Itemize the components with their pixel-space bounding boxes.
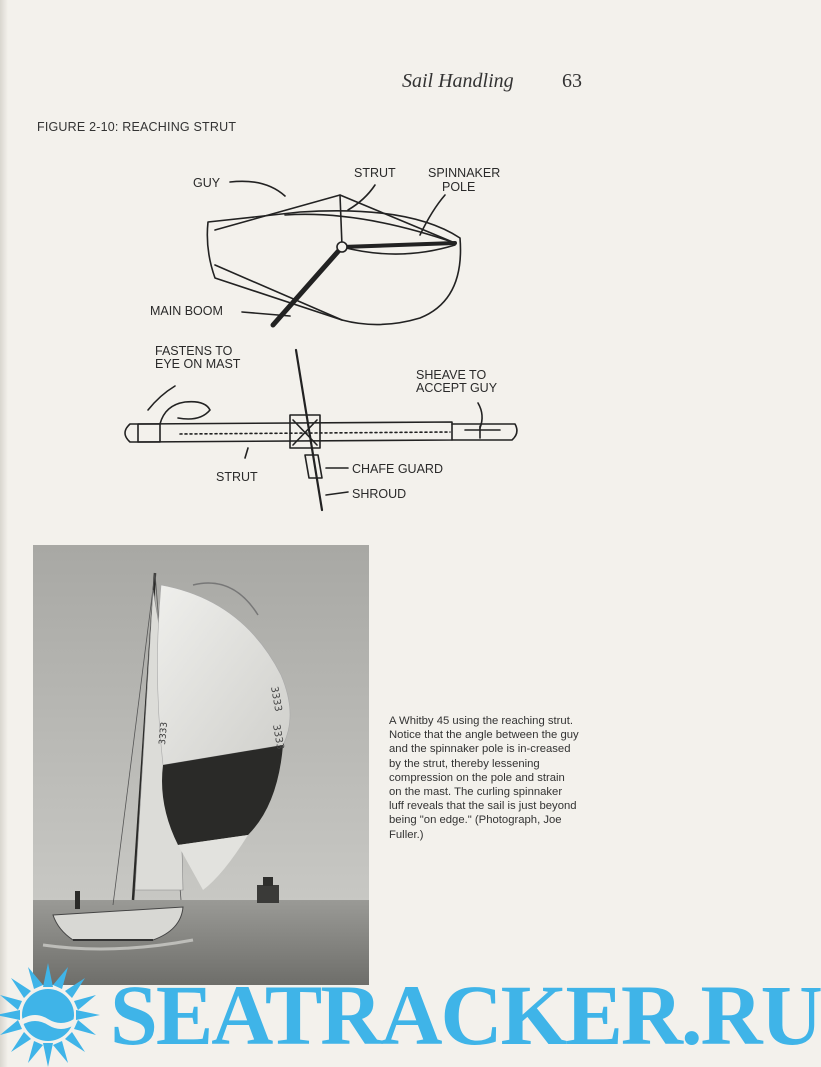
- sail-number-2: 3333: [270, 723, 286, 751]
- watermark-text: SEATRACKER.RU: [110, 967, 821, 1063]
- sheave-slot: [465, 426, 500, 438]
- sheave-end: [452, 424, 517, 440]
- label-strut-top: STRUT: [354, 166, 396, 180]
- label-sheave-1: SHEAVE TO: [416, 368, 487, 382]
- strut-label-arrow: [245, 448, 248, 458]
- page-number: 63: [562, 70, 582, 92]
- sheet-line: [215, 265, 342, 320]
- sail-number-3: 3333: [158, 721, 170, 746]
- sail-number-1: 3333: [268, 685, 284, 713]
- guy-line: [215, 195, 455, 243]
- label-spinnaker-pole-1: SPINNAKER: [428, 166, 501, 180]
- fastener-loop: [160, 402, 210, 424]
- label-guy: GUY: [193, 176, 221, 190]
- strut-arrow: [348, 185, 375, 210]
- label-strut-bottom: STRUT: [216, 470, 258, 484]
- reaching-strut-diagram: [0, 0, 678, 530]
- photo-illustration: [33, 545, 369, 985]
- mast-circle: [337, 242, 347, 252]
- label-sheave-2: ACCEPT GUY: [416, 381, 498, 395]
- figure-caption: FIGURE 2-10: REACHING STRUT: [37, 120, 237, 134]
- distant-lighthouse: [257, 885, 279, 903]
- hull-outline: [207, 211, 460, 325]
- label-fastens-2: EYE ON MAST: [155, 357, 241, 371]
- strut-clamp: [290, 415, 320, 448]
- strut-end-cap: [125, 424, 160, 442]
- strut-tube-hatching: [180, 432, 450, 434]
- sailboat-photograph: [33, 545, 369, 985]
- label-shroud: SHROUD: [352, 487, 407, 501]
- sail-curve: [285, 214, 455, 243]
- label-fastens-1: FASTENS TO: [155, 344, 233, 358]
- label-chafe-guard: CHAFE GUARD: [352, 462, 443, 476]
- label-main-boom: MAIN BOOM: [150, 304, 223, 318]
- photo-caption: A Whitby 45 using the reaching strut. Notice that the angle between the guy and the spinnaker pole is in-creased by the strut, thereby lessening compression on the pole and strain on the mast. The curling spinnaker luff reveals that the sail is just beyond being "on edge." (Photograph, Joe Fuller.): [389, 715, 579, 841]
- spinnaker-pole: [342, 243, 455, 247]
- strut-line: [340, 195, 342, 246]
- label-spinnaker-pole-2: POLE: [442, 180, 476, 194]
- sun-icon: [0, 963, 100, 1067]
- main-boom: [273, 247, 342, 325]
- pole-arrow: [420, 195, 445, 235]
- shroud-arrow: [326, 492, 348, 495]
- running-header: Sail Handling: [402, 70, 514, 92]
- crew: [75, 891, 80, 909]
- shroud-line: [296, 350, 322, 510]
- guy-arrow: [230, 181, 285, 196]
